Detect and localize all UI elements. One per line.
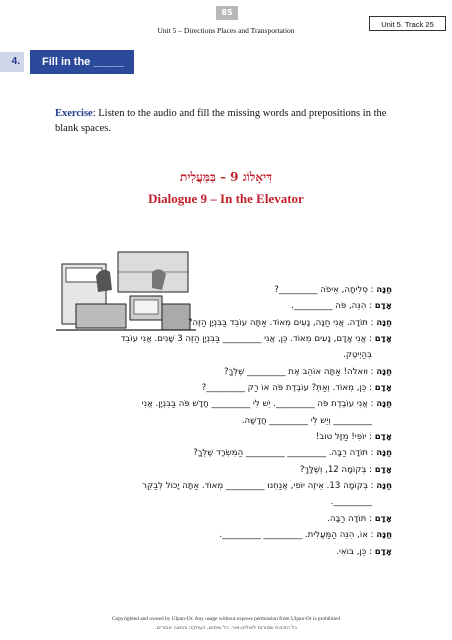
speaker-name: חַנָּה xyxy=(376,448,392,459)
dialogue-line xyxy=(60,347,392,363)
copyright-footer-hebrew: כל הזכויות שמורות לאולפן-אור. כל שימוש, העתקה והפצה אסורים. xyxy=(155,625,297,631)
dialogue-line xyxy=(60,544,392,560)
dialogue-line xyxy=(60,282,392,298)
dialogue-line xyxy=(60,527,392,543)
speaker-name: חַנָּה xyxy=(376,285,392,295)
speaker-name: אָדָם xyxy=(374,383,392,394)
exercise-text: : Listen to the audio and fill the missing words and prepositions in the blank spaces. xyxy=(55,108,387,134)
section-title: Fill in the _____ xyxy=(30,50,134,74)
dialogue-line xyxy=(60,413,392,429)
line-text: : תּוֹדָה. אֲנִי חַנָּה, נָעִים מְאוֹד. אַתָּה עוֹבֵד בַּבִּנְיָן הַזֶּה? xyxy=(187,317,377,328)
dialogue-line xyxy=(60,315,392,331)
hebrew-title: דִּיאָלוֹג 9 – בַּמַּעֲלִית xyxy=(180,170,272,184)
dialogue-title: Dialogue 9 – In the Elevator xyxy=(148,191,304,206)
dialogue-line xyxy=(60,494,392,510)
speaker-name: חַנָּה xyxy=(376,481,392,492)
dialogue-line xyxy=(60,396,392,412)
speaker-name: חַנָּה xyxy=(376,366,392,377)
copyright-footer: Copyrighted and owned by Ulpan-Or. Any usage without express permission from Ulpan-Or is prohibited xyxy=(111,616,341,622)
line-text: : וּואלה! אַתָּה אוֹהֵב אֶת _________ שֶׁלְּךָ? xyxy=(224,366,377,377)
speaker-name: אָדָם xyxy=(374,546,392,557)
line-text: _________ וְיֵשׁ לִי _________ חֲדָשָׁה. xyxy=(241,415,372,426)
exercise-instructions xyxy=(55,106,395,136)
line-text: : אֲנִי עוֹבֶדֶת פֹּה _________. יֵשׁ לִי _________ חָדָשׁ פֹּה בַּבִּנְיָן. אֲנִי xyxy=(141,399,377,410)
line-text: : אֲנִי אָדָם, נָעִים מְאוֹד. כֵּן, אֲנִי _________ בַּבִּנְיָן הַזֶּה 3 שָׁנִים. אֲנִי עוֹבֵד xyxy=(120,334,375,345)
speaker-name: אָדָם xyxy=(374,464,392,475)
audio-track-label[interactable]: Unit 5. Track 25 xyxy=(369,16,446,31)
dialogue-line xyxy=(60,478,392,494)
line-text: : כֵּן, מְאוֹד. וְאַתְּ? עוֹבֶדֶת פֹּה אוֹ רַק _________? xyxy=(201,383,375,394)
dialogue-line xyxy=(60,462,392,478)
line-text: בְּהַיְיטֶק. xyxy=(343,350,372,361)
speaker-name: חַנָּה xyxy=(376,317,392,328)
speaker-name: חַנָּה xyxy=(376,399,392,410)
line-text: : סְלִיחָה, אֵיפֹה _________? xyxy=(274,285,377,295)
running-head: Unit 5 – Directions Places and Transportation xyxy=(157,26,295,35)
speaker-name: אָדָם xyxy=(374,301,392,312)
section-number: 4. xyxy=(0,52,24,72)
speaker-name: אָדָם xyxy=(374,513,392,524)
dialogue-line xyxy=(60,380,392,396)
line-text: : בְּקוֹמָה 12, וְשֶׁלָּךְ? xyxy=(299,464,375,475)
line-text: _________. xyxy=(330,497,372,508)
dialogue-text xyxy=(60,282,392,560)
dialogue-line xyxy=(60,364,392,380)
dialogue-line xyxy=(60,429,392,445)
dialogue-line xyxy=(60,445,392,461)
dialogue-line xyxy=(60,331,392,347)
line-text: : תּוֹדָה רַבָּה. xyxy=(327,513,375,524)
line-text: : בְּקוֹמָה 13. אֵיזֶה יוֹפִי, אֲנַחְנוּ _________ מְאוֹד. אַתָּה יָכוֹל לְבַקֵּר xyxy=(142,481,377,492)
dialogue-line xyxy=(60,298,392,314)
page-number: 85 xyxy=(216,6,238,20)
line-text: : אוֹ, הִנֵּה הַמַּעֲלִית. _________ _________. xyxy=(219,530,377,541)
line-text: : הִנֵּה, פֹּה _________. xyxy=(291,301,375,312)
line-text: : יוֹפִי! מַזָּל טוֹב! xyxy=(315,432,375,443)
line-text: : כֵּן, בּוֹאִי. xyxy=(336,546,375,557)
speaker-name: חַנָּה xyxy=(376,530,392,541)
dialogue-line xyxy=(60,511,392,527)
exercise-label: Exercise xyxy=(55,108,93,119)
speaker-name: אָדָם xyxy=(374,334,392,345)
speaker-name: אָדָם xyxy=(374,432,392,443)
line-text: : תּוֹדָה רַבָּה. _________ _________ הַמִּשְׂרָד שֶׁלְּךָ? xyxy=(193,448,377,459)
